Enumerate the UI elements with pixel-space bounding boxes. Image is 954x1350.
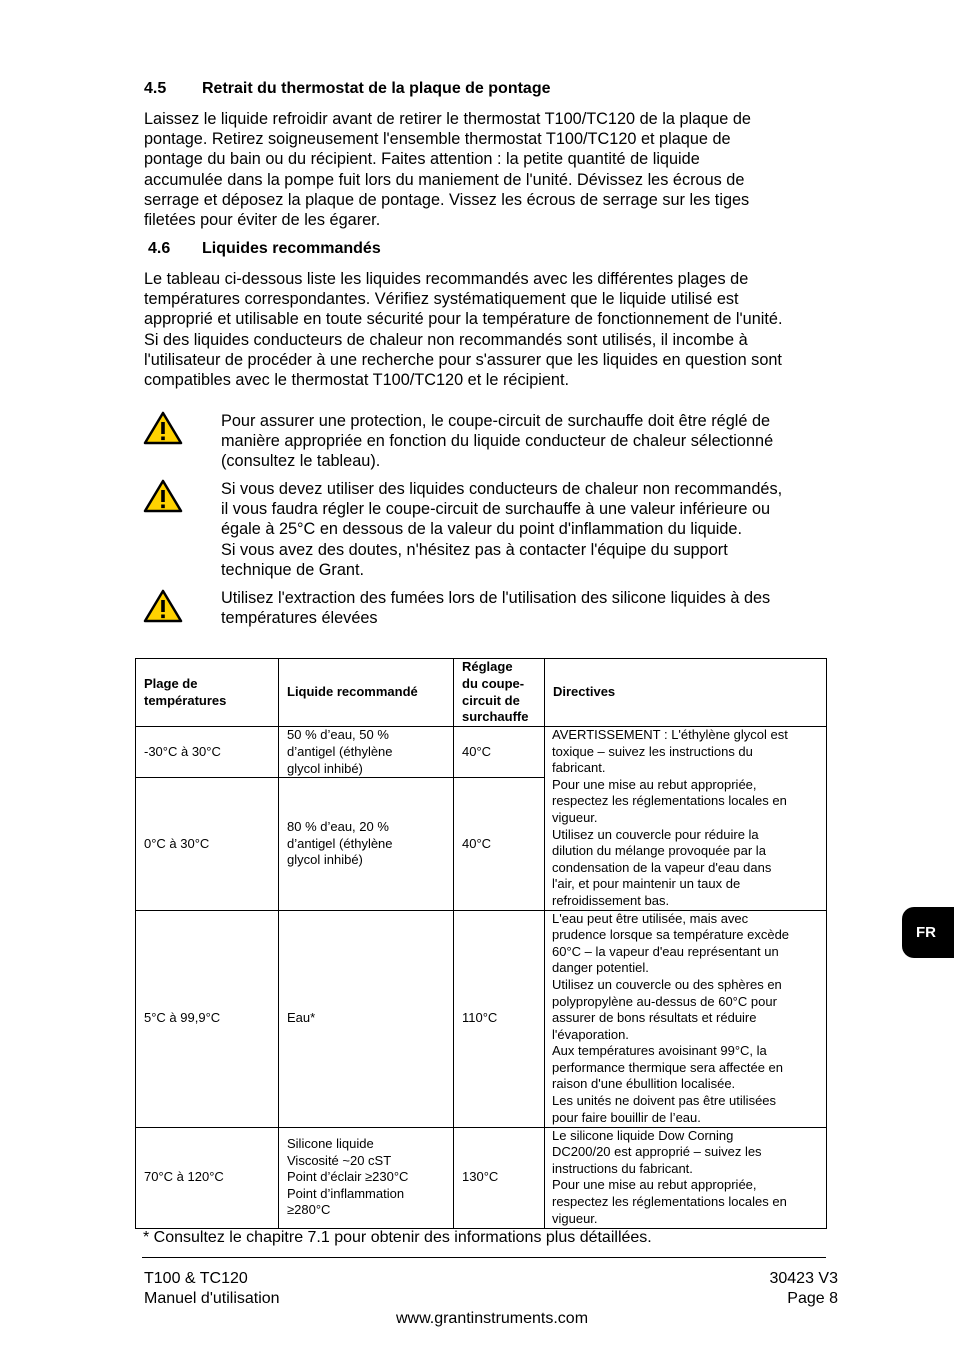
warning-triangle-icon xyxy=(143,479,183,513)
temperature-range-cell: -30°C à 30°C xyxy=(136,727,279,778)
section-number: 4.5 xyxy=(144,80,167,97)
temperature-range-cell: 5°C à 99,9°C xyxy=(136,910,279,1127)
warning-triangle-icon xyxy=(143,589,183,623)
language-tab-fr: FR xyxy=(902,907,954,958)
temperature-range-cell: 0°C à 30°C xyxy=(136,778,279,910)
table-footnote: * Consultez le chapitre 7.1 pour obtenir des informations plus détaillées. xyxy=(143,1229,652,1246)
section-4-5-heading xyxy=(144,80,844,100)
table-row xyxy=(136,727,827,778)
cutout-cell: 130°C xyxy=(454,1127,545,1228)
directives-cell: AVERTISSEMENT : L'éthylène glycol est toxique – suivez les instructions du fabricant. Pour une mise au rebut appropriée, respectez les réglementations locales en vigueur. Utilisez un couvercle pour réduire la dilution du mélange provoquée par la condensation de la vapeur d'eau dans l'air, et pour maintenir un taux de refroidissement bas. xyxy=(545,727,827,911)
warning-text: Pour assurer une protection, le coupe-circuit de surchauffe doit être réglé de manière appropriée en fonction du liquide conducteur de chaleur sélectionné (consultez le tableau). xyxy=(221,412,774,471)
liquid-cell: 80 % d’eau, 20 % d’antigel (éthylène glycol inhibé) xyxy=(279,778,454,910)
warning-triangle-icon xyxy=(143,411,183,445)
header-directives: Directives xyxy=(545,659,827,727)
header-recommended-liquid: Liquide recommandé xyxy=(279,659,454,727)
table-header-row xyxy=(136,659,827,727)
footer-divider xyxy=(142,1257,826,1258)
footer-page-number: Page 8 xyxy=(787,1290,838,1307)
footer-website: www.grantinstruments.com xyxy=(395,1310,589,1327)
liquid-cell: Silicone liquide Viscosité ~20 cST Point d’éclair ≥230°C Point d’inflammation ≥280°C xyxy=(279,1127,454,1228)
warning-text: Si vous devez utiliser des liquides conducteurs de chaleur non recommandés, il vous faudra régler le coupe-circuit de surchauffe à une valeur inférieure ou égale à 25°C en dessous de la valeur du point d'inflammation du liquide. Si vous avez des doutes, n'hésitez pas à contacter l'équipe du support technique de Grant. xyxy=(221,480,783,579)
liquid-cell: Eau* xyxy=(279,910,454,1127)
table-row xyxy=(136,910,827,1127)
warning-text: Utilisez l'extraction des fumées lors de l'utilisation des silicone liquides à des températures élevées xyxy=(221,589,771,628)
footer-manual: Manuel d'utilisation xyxy=(144,1290,280,1307)
recommended-liquids-table xyxy=(135,658,827,1229)
section-4-5-body: Laissez le liquide refroidir avant de retirer le thermostat T100/TC120 de la plaque de pontage. Retirez soigneusement l'ensemble thermostat T100/TC120 et plaque de pontage du bain ou du récipient. Faites attention : la petite quantité de liquide accumulée dans la pompe fuit lors du maniement de l'unité. Dévissez les écrous de serrage et déposez la plaque de pontage. Vissez les écrous de serrage sur les tiges filetées pour éviter de les égarer. xyxy=(144,110,751,230)
section-4-6-body: Le tableau ci-dessous liste les liquides recommandés avec les différentes plages de températures correspondantes. Vérifiez systématiquement que le liquide utilisé est approprié et utilisable en toute sécurité pour la température de fonctionnement de l'unité. Si des liquides conducteurs de chaleur non recommandés sont utilisés, il incombe à l'utilisateur de procéder à une recherche pour s'assurer que les liquides en question sont compatibles avec le thermostat T100/TC120 et le récipient. xyxy=(144,270,783,390)
table-row xyxy=(136,1127,827,1228)
section-4-6-heading xyxy=(148,240,848,260)
temperature-range-cell: 70°C à 120°C xyxy=(136,1127,279,1228)
header-cutout-setting: Réglage du coupe- circuit de surchauffe xyxy=(454,659,545,727)
cutout-cell: 110°C xyxy=(454,910,545,1127)
section-title: Retrait du thermostat de la plaque de pontage xyxy=(202,80,551,97)
footer-product: T100 & TC120 xyxy=(144,1270,248,1287)
directives-cell: Le silicone liquide Dow Corning DC200/20 est approprié – suivez les instructions du fabricant. Pour une mise au rebut appropriée, respectez les réglementations locales en vigueur. xyxy=(545,1127,827,1228)
section-title: Liquides recommandés xyxy=(202,240,381,257)
directives-cell: L'eau peut être utilisée, mais avec prudence lorsque sa température excède 60°C – la vapeur d'eau représentant un danger potentiel. Utilisez un couvercle ou des sphères en polypropylène au-dessus de 60°C pour assurer de bons résultats et réduire l'évaporation. Aux températures avoisinant 99°C, la performance thermique sera affectée en raison d'une ébullition localisée. Les unités ne doivent pas être utilisées pour faire bouillir de l’eau. xyxy=(545,910,827,1127)
section-number: 4.6 xyxy=(148,240,171,257)
cutout-cell: 40°C xyxy=(454,727,545,778)
cutout-cell: 40°C xyxy=(454,778,545,910)
header-temperature-range: Plage de températures xyxy=(136,659,279,727)
liquid-cell: 50 % d’eau, 50 % d’antigel (éthylène glycol inhibé) xyxy=(279,727,454,778)
footer-doc-ref: 30423 V3 xyxy=(769,1270,838,1287)
